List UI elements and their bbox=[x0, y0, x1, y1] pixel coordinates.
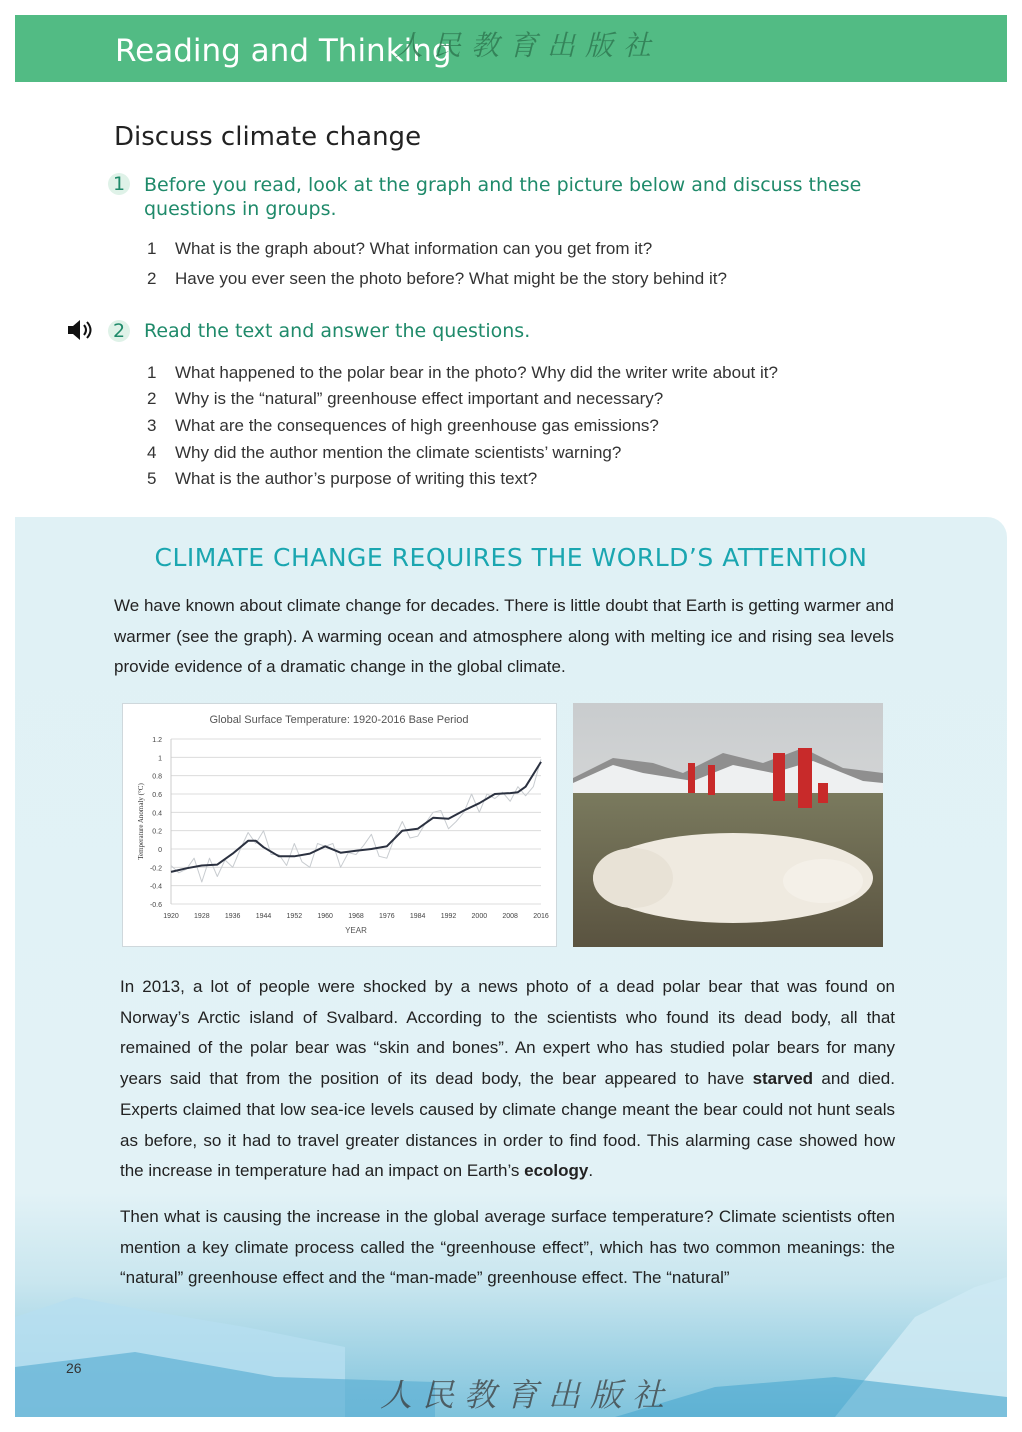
y-tick-label: 0.2 bbox=[152, 828, 162, 836]
question-item: 5 What is the author’s purpose of writing this text? bbox=[147, 469, 538, 488]
temperature-chart bbox=[122, 703, 557, 947]
x-tick-label: 2016 bbox=[533, 913, 549, 920]
y-tick-label: -0.2 bbox=[149, 865, 162, 873]
series-line-annual bbox=[171, 759, 541, 882]
audio-speaker-icon[interactable] bbox=[66, 319, 96, 341]
y-tick-label: -0.6 bbox=[149, 902, 162, 909]
page-number: 26 bbox=[66, 1360, 82, 1376]
paragraph-3: Then what is causing the increase in the global average surface temperature? Climate scientists often mention a key climate process called the “greenhouse effect”, which has two common meanings: the “natural” greenhouse effect and the “man-made” greenhouse effect. The “natural” bbox=[120, 1207, 895, 1288]
chart-svg bbox=[123, 704, 556, 946]
question-item: 3 What are the consequences of high greenhouse gas emissions? bbox=[147, 416, 659, 435]
paragraph-1: We have known about climate change for decades. There is little doubt that Earth is getting warmer and warmer (see the graph). A warming ocean and atmosphere along with melting ice and rising sea levels provide evidence of a dramatic change in the global climate. bbox=[114, 596, 894, 677]
y-tick-label: 1.2 bbox=[152, 737, 162, 744]
question-item: 2 Why is the “natural” greenhouse effect important and necessary? bbox=[147, 389, 664, 408]
section-header-title: Reading and Thinking bbox=[115, 33, 452, 69]
activity-number: 2 bbox=[108, 320, 130, 342]
activity-2 bbox=[108, 319, 530, 343]
section-title: Discuss climate change bbox=[114, 122, 422, 152]
chart-title: Global Surface Temperature: 1920-2016 Base Period bbox=[209, 714, 469, 726]
polar-bear-photo bbox=[573, 703, 883, 947]
y-tick-label: 0.8 bbox=[152, 773, 162, 781]
x-tick-label: 1944 bbox=[255, 913, 272, 920]
x-tick-label: 2008 bbox=[502, 913, 518, 920]
keyword-starved: starved bbox=[752, 1069, 814, 1089]
question-item: 2 Have you ever seen the photo before? What might be the story behind it? bbox=[147, 269, 727, 288]
question-item: 1 What is the graph about? What information can you get from it? bbox=[147, 239, 653, 258]
x-tick-label: 1984 bbox=[409, 913, 426, 920]
x-tick-label: 1976 bbox=[379, 913, 395, 920]
publisher-watermark: 人民教育出版社 bbox=[395, 29, 662, 62]
polar-bear-image bbox=[573, 703, 883, 947]
x-tick-label: 2000 bbox=[471, 913, 488, 920]
x-tick-label: 1928 bbox=[194, 913, 210, 920]
x-axis-label: YEAR bbox=[345, 926, 367, 935]
x-tick-label: 1920 bbox=[163, 913, 179, 920]
activity-instruction: Before you read, look at the graph and the picture below and discuss these questions in groups. bbox=[144, 174, 862, 220]
reading-title: CLIMATE CHANGE REQUIRES THE WORLD’S ATTENTION bbox=[154, 543, 868, 572]
y-tick-label: 1 bbox=[158, 755, 162, 763]
y-tick-label: 0.6 bbox=[152, 792, 162, 799]
question-item: 4 Why did the author mention the climate scientists’ warning? bbox=[147, 443, 622, 462]
x-tick-label: 1960 bbox=[317, 913, 333, 920]
x-tick-label: 1936 bbox=[224, 913, 241, 920]
y-tick-label: 0.4 bbox=[152, 810, 162, 818]
x-tick-label: 1952 bbox=[286, 913, 303, 920]
paragraph-2: In 2013, a lot of people were shocked by a news photo of a dead polar bear that was found on Norway’s Arctic island of Svalbard. According to the scientists who found its dead body, all that remained of the polar bear was “skin and bones”. An expert who has studied polar bears for many years said that from the position of its dead body, the bear appeared to have starved and died. Experts claimed that low sea-ice levels caused by climate change meant the bear could not hunt seals as before, so it had to travel greater distances in order to find food. This alarming case showed how the increase in temperature had an impact on Earth’s ecology. bbox=[120, 977, 895, 1181]
footer-publisher-logo: 人民教育出版社 bbox=[380, 1376, 675, 1414]
x-tick-label: 1992 bbox=[440, 913, 457, 920]
x-tick-label: 1968 bbox=[348, 913, 364, 920]
activity-instruction: Read the text and answer the questions. bbox=[144, 320, 531, 342]
y-axis-label: Temperature Anomaly (°C) bbox=[137, 783, 145, 860]
activity-number: 1 bbox=[108, 173, 130, 195]
y-tick-label: -0.4 bbox=[149, 883, 162, 891]
question-item: 1 What happened to the polar bear in the photo? Why did the writer write about it? bbox=[147, 363, 778, 382]
activity-1 bbox=[108, 173, 868, 221]
keyword-ecology: ecology bbox=[524, 1161, 589, 1181]
y-tick-label: 0 bbox=[158, 847, 162, 854]
series-line-smoothed bbox=[171, 762, 541, 872]
